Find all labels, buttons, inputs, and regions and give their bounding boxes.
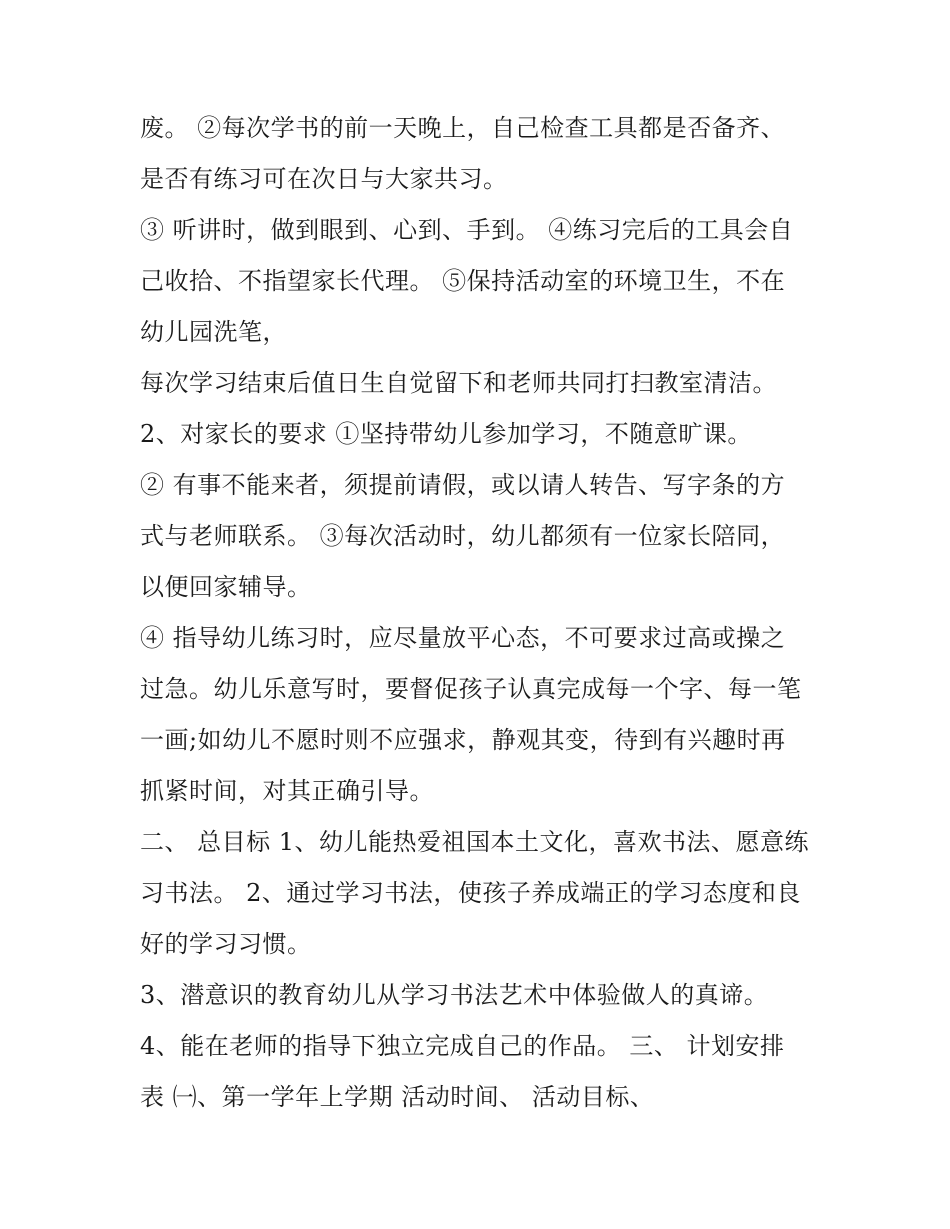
text-line: 习书法。 2、通过学习书法，使孩子养成端正的学习态度和良 [140, 879, 801, 907]
text-line: ② 有事不能来者，须提前请假，或以请人转告、写字条的方 [140, 471, 786, 499]
text-line: 是否有练习可在次日与大家共习。 [140, 165, 508, 193]
text-line: 好的学习习惯。 [140, 930, 312, 958]
text-line: 幼儿园洗笔， [140, 318, 287, 346]
text-line: 抓紧时间，对其正确引导。 [140, 777, 434, 805]
text-line: 以便回家辅导。 [140, 573, 312, 601]
text-line: 过急。幼儿乐意写时，要督促孩子认真完成每一个字、每一笔 [140, 675, 802, 703]
text-line: 2、对家长的要求 ①坚持带幼儿参加学习，不随意旷课。 [140, 420, 752, 448]
text-line: 废。 ②每次学书的前一天晚上，自己检查工具都是否备齐、 [140, 114, 786, 142]
text-line: ④ 指导幼儿练习时，应尽量放平心态，不可要求过高或操之 [140, 624, 786, 652]
text-line: 每次学习结束后值日生自觉留下和老师共同打扫教室清洁。 [140, 369, 777, 397]
text-line: ③ 听讲时，做到眼到、心到、手到。 ④练习完后的工具会自 [140, 216, 794, 244]
text-line: 式与老师联系。 ③每次活动时，幼儿都须有一位家长陪同， [140, 522, 786, 550]
text-line: 3、潜意识的教育幼儿从学习书法艺术中体验做人的真谛。 [140, 981, 769, 1009]
text-line: 二、 总目标 1、幼儿能热爱祖国本土文化，喜欢书法、愿意练 [140, 828, 810, 856]
text-line: 一画;如幼儿不愿时则不应强求，静观其变，待到有兴趣时再 [140, 726, 786, 754]
text-line: 4、能在老师的指导下独立完成自己的作品。 三、 计划安排 [140, 1032, 785, 1060]
text-line: 己收拾、不指望家长代理。 ⑤保持活动室的环境卫生，不在 [140, 267, 786, 295]
text-line: 表 ㈠、第一学年上学期 活动时间、 活动目标、 [140, 1083, 655, 1111]
